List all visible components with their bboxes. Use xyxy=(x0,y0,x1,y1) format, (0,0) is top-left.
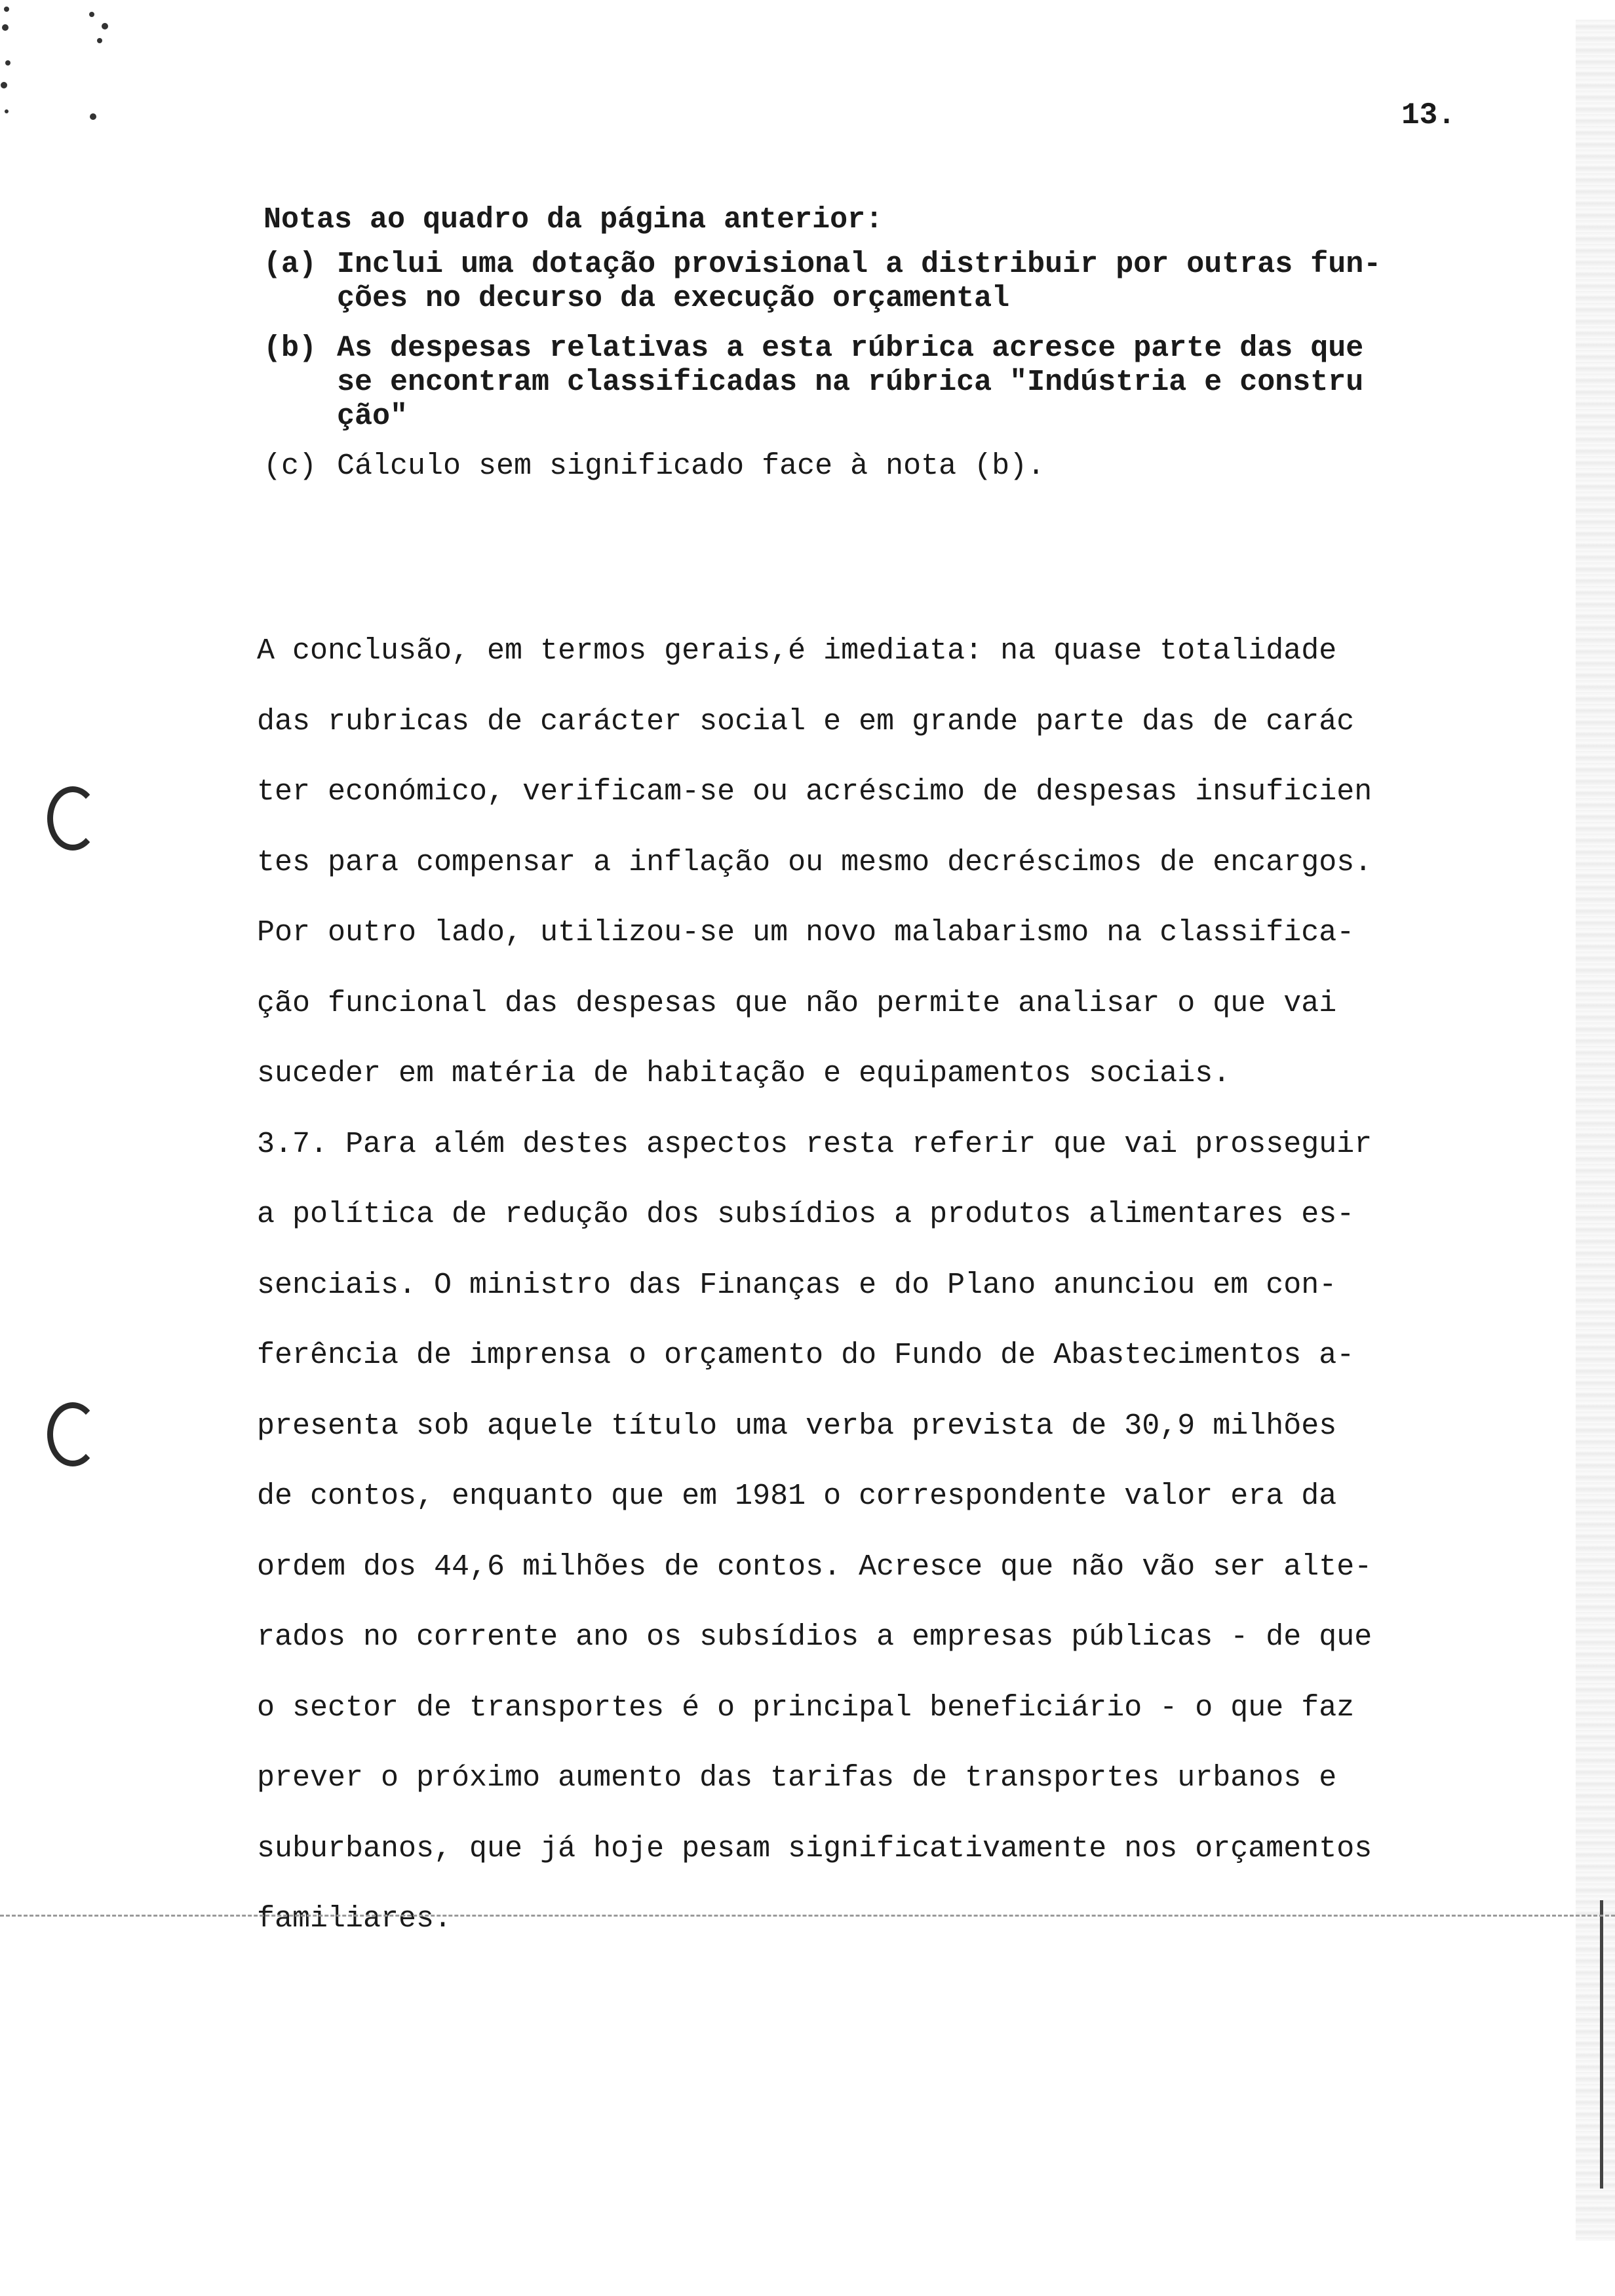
notes-title: Notas ao quadro da página anterior: xyxy=(263,203,884,237)
body-line: prever o próximo aumento das tarifas de transportes urbanos e xyxy=(257,1761,1337,1795)
note-c xyxy=(263,450,1509,484)
body-line: ter económico, verificam-se ou acréscimo de despesas insuficien xyxy=(257,775,1372,809)
note-line: ção" xyxy=(337,400,408,433)
page-number: 13. xyxy=(1401,98,1456,132)
note-line: ções no decurso da execução orçamental xyxy=(337,282,1010,315)
page-divider-line xyxy=(0,1915,1615,1917)
scan-edge-line xyxy=(1600,1900,1603,2189)
body-line: suceder em matéria de habitação e equipamentos sociais. xyxy=(257,1057,1231,1090)
note-text xyxy=(337,248,1509,316)
scan-edge-noise xyxy=(1576,20,1615,2241)
note-line: Cálculo sem significado face à nota (b). xyxy=(337,450,1045,483)
body-line: das rubricas de carácter social e em grande parte das de carác xyxy=(257,704,1355,738)
punch-hole-mark xyxy=(47,786,98,851)
note-label: (a) xyxy=(263,248,317,281)
note-b xyxy=(263,332,1509,434)
note-label: (c) xyxy=(263,450,317,483)
body-line: ção funcional das despesas que não permite analisar o que vai xyxy=(257,986,1337,1020)
body-line: Por outro lado, utilizou-se um novo malabarismo na classifica- xyxy=(257,916,1355,949)
body-line: presenta sob aquele título uma verba prevista de 30,9 milhões xyxy=(257,1409,1337,1443)
note-text xyxy=(337,450,1509,484)
note-line: Inclui uma dotação provisional a distribuir por outras fun- xyxy=(337,248,1382,281)
note-text xyxy=(337,332,1509,434)
note-a xyxy=(263,248,1509,316)
body-line: rados no corrente ano os subsídios a empresas públicas - de que xyxy=(257,1620,1372,1654)
body-line: ordem dos 44,6 milhões de contos. Acresce que não vão ser alte- xyxy=(257,1550,1372,1584)
body-line: a política de redução dos subsídios a produtos alimentares es- xyxy=(257,1198,1355,1231)
note-line: As despesas relativas a esta rúbrica acresce parte das que xyxy=(337,332,1364,365)
body-line: ferência de imprensa o orçamento do Fundo de Abastecimentos a- xyxy=(257,1339,1355,1372)
note-label: (b) xyxy=(263,332,317,365)
body-line: de contos, enquanto que em 1981 o correspondente valor era da xyxy=(257,1480,1337,1513)
scan-corner-marks xyxy=(0,0,118,144)
body-line: senciais. O ministro das Finanças e do Plano anunciou em con- xyxy=(257,1268,1337,1302)
body-line: o sector de transportes é o principal beneficiário - o que faz xyxy=(257,1691,1355,1725)
note-line: se encontram classificadas na rúbrica "Indústria e constru xyxy=(337,366,1364,399)
body-line: A conclusão, em termos gerais,é imediata: na quase totalidade xyxy=(257,634,1337,668)
section-heading-line: 3.7. Para além destes aspectos resta referir que vai prosseguir xyxy=(257,1127,1372,1161)
body-line: tes para compensar a inflação ou mesmo decréscimos de encargos. xyxy=(257,845,1372,879)
table-notes xyxy=(263,203,1509,499)
punch-hole-mark xyxy=(47,1402,98,1466)
body-line: familiares. xyxy=(257,1902,452,1936)
body-text xyxy=(257,616,1489,1955)
body-line: suburbanos, que já hoje pesam significativamente nos orçamentos xyxy=(257,1831,1372,1866)
